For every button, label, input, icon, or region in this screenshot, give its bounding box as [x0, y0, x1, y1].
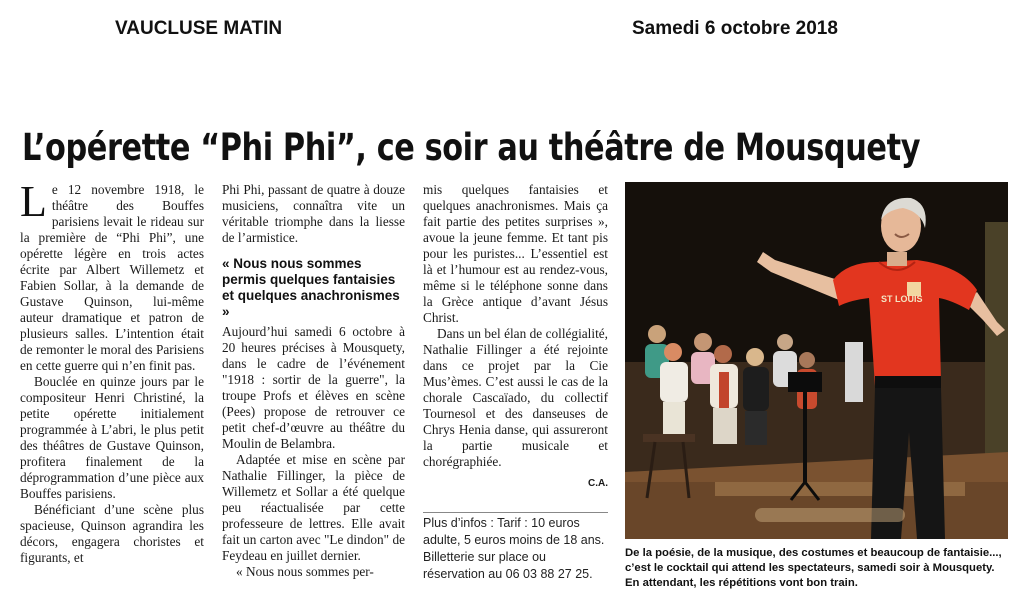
article-photo [625, 182, 1008, 539]
article-column-2 [222, 182, 405, 580]
photo-caption: De la poésie, de la musique, des costumes et beaucoup de fantaisie..., c’est le cocktail qui attend les spectateurs, samedi soir à Mousquety. En attendant, les répétitions vont bon train. [625, 547, 1002, 589]
paragraph: Bénéficiant d’une scène plus spacieuse, Quinson agrandira les décors, engagera choristes et figurants, et [20, 502, 204, 565]
article-column-1 [20, 177, 204, 566]
paragraph: « Nous nous sommes per- [236, 564, 374, 579]
article-column-3 [423, 182, 608, 492]
paragraph-intro: e 12 novembre 1918, le théâtre des Bouffes parisiens levait le rideau sur la première de “Phi Phi”, une opérette légère en trois actes écrite par Albert Willemetz et Fabien Sollar, à la demande de Gustave Quinson, lui-même auteur dramatique et patron de plusieurs salles. L’intention était de remonter le moral des Parisiens en cette guerre qui n’en finit pas. [20, 182, 204, 373]
paragraph: mis quelques fantaisies et quelques anachronismes. Mais ça fait partie des petites surprises », avoue la jeune femme. Et tant pis pour les puristes... L’essentiel est là et l’humour est au rendez-vous, même si le téléphone sonne dans la Grèce antique d’avant Jésus Christ. [423, 182, 608, 325]
author-signature: C.A. [588, 478, 608, 489]
paragraph: Adaptée et mise en scène par Nathalie Fillinger, la pièce de Willemetz et Sollar a été quelque peu réactualisée par cette professeure de lettres. Elle avait fait un carton avec "Le dindon" de Feydeau en juillet dernier. [222, 452, 405, 563]
paragraph: Aujourd’hui samedi 6 octobre à 20 heures précises à Mousquety, dans le cadre de l’événement "1918 : sortir de la guerre", la troupe Profs et élèves en scène (Pees) propose de retrouver ce petit chef-d’œuvre au théâtre du Moulin de Belambra. [222, 324, 405, 451]
article-subheading: « Nous nous sommes permis quelques fantaisies et quelques anachronismes » [222, 256, 400, 319]
paragraph: Dans un bel élan de collégialité, Nathalie Fillinger a été rejointe dans ce projet par la Cie Mus’èmes. C’est aussi le cas de la chorale Cascaïado, du collectif Tournesol et des danseuses de Chrys Henia danse, qui assureront la partie musicale et chorégraphiée. [423, 326, 608, 469]
paragraph: Bouclée en quinze jours par le compositeur Henri Christiné, la petite opérette initialement programmée à L’abri, le plus petit des théâtres de Gustave Quinson, profitera finalement de la déprogrammation d’une pièce aux Bouffes parisiens. [20, 374, 204, 501]
stage-scene-illustration [625, 182, 1008, 539]
drop-cap: L [20, 177, 47, 226]
shirt-print: ST LOUIS [881, 294, 923, 304]
publication-date: Samedi 6 octobre 2018 [632, 18, 838, 39]
publication-name: VAUCLUSE MATIN [115, 18, 283, 39]
article-headline: L’opérette “Phi Phi”, ce soir au théâtre de Mousquety [22, 126, 921, 169]
paragraph: Phi Phi, passant de quatre à douze musiciens, connaîtra vite un véritable triomphe dans la liesse de l’armistice. [222, 182, 405, 245]
practical-info-box: Plus d’infos : Tarif : 10 euros adulte, 5 euros moins de 18 ans. Billetterie sur place ou réservation au 06 03 88 27 25. [423, 512, 608, 583]
